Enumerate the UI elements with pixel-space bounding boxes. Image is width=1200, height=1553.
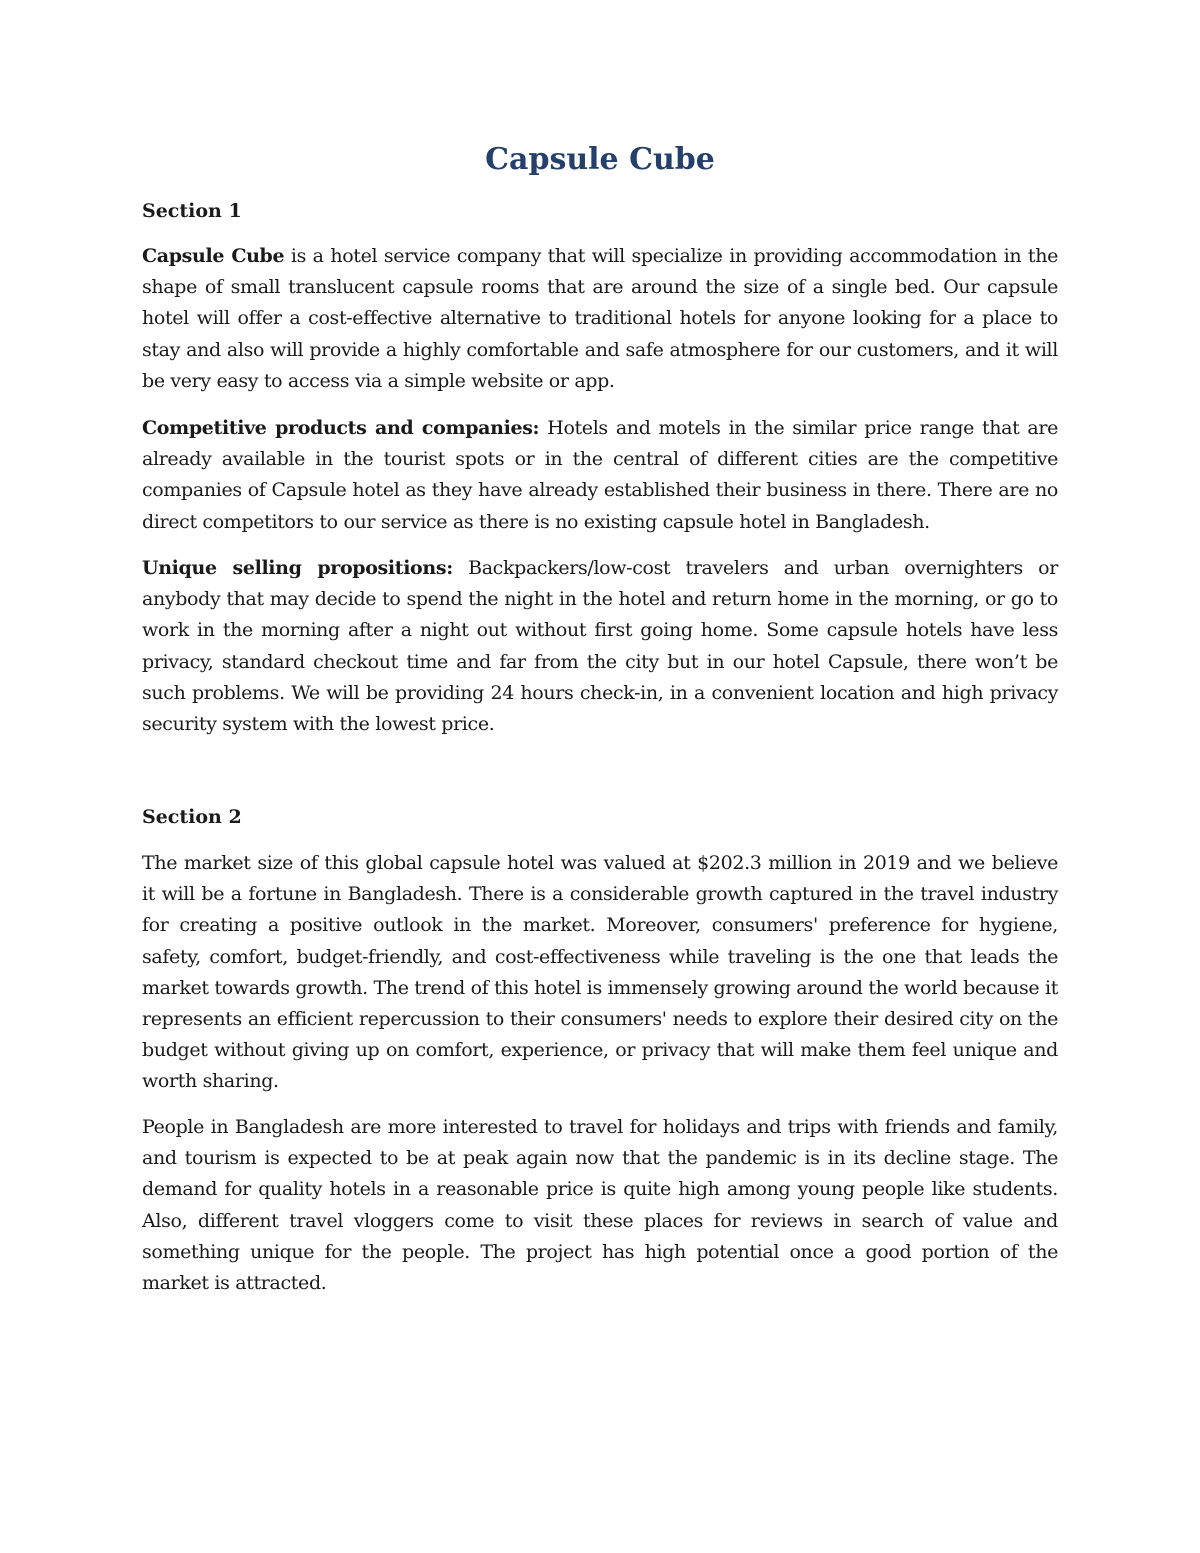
section-1-paragraph-usp <box>142 553 1058 740</box>
section-2-paragraph-market: The market size of this global capsule hotel was valued at $202.3 million in 2019 and we believe it will be a fortune in Bangladesh. There is a considerable growth captured in the travel industry for creating a positive outlook in the market. Moreover, consumers' preference for hygiene, safety, comfort, budget-friendly, and cost-effectiveness while traveling is the one that leads the market towards growth. The trend of this hotel is immensely growing around the world because it represents an efficient repercussion to their consumers' needs to explore their desired city on the budget without giving up on comfort, experience, or privacy that will make them feel unique and worth sharing. <box>142 852 1058 1093</box>
section-2-heading: Section 2 <box>142 806 242 828</box>
section-1-paragraph-intro <box>142 241 1058 397</box>
paragraph-body: Backpackers/low-cost travelers and urban overnighters or anybody that may decide to spend the night in the hotel and return home in the morning, or go to work in the morning after a night out without first going home. Some capsule hotels have less privacy, standard checkout time and far from the city but in our hotel Capsule, there won’t be such problems. We will be providing 24 hours check-in, in a convenient location and high privacy security system with the lowest price. <box>142 557 1058 736</box>
document-title: Capsule Cube <box>485 142 715 177</box>
paragraph-body: is a hotel service company that will specialize in providing accommodation in the shape of small translucent capsule rooms that are around the size of a single bed. Our capsule hotel will offer a cost-effective alternative to traditional hotels for anyone looking for a place to stay and also will provide a highly comfortable and safe atmosphere for our customers, and it will be very easy to access via a simple website or app. <box>142 245 1058 392</box>
section-1-paragraph-competitors <box>142 413 1058 538</box>
paragraph-lead-competitors: Competitive products and companies: <box>142 417 540 439</box>
paragraph-lead-usp: Unique selling propositions: <box>142 557 453 579</box>
paragraph-body: Hotels and motels in the similar price range that are already available in the tourist spots or in the central of different cities are the competitive companies of Capsule hotel as they have already established their business in there. There are no direct competitors to our service as there is no existing capsule hotel in Bangladesh. <box>142 417 1059 533</box>
section-2-paragraph-bangladesh: People in Bangladesh are more interested to travel for holidays and trips with friends and family, and tourism is expected to be at peak again now that the pandemic is in its decline stage. The demand for quality hotels in a reasonable price is quite high among young people like students. Also, different travel vloggers come to visit these places for reviews in search of value and something unique for the people. The project has high potential once a good portion of the market is attracted. <box>142 1116 1058 1295</box>
paragraph-lead-company-name: Capsule Cube <box>142 245 285 267</box>
section-1-heading: Section 1 <box>142 200 242 222</box>
